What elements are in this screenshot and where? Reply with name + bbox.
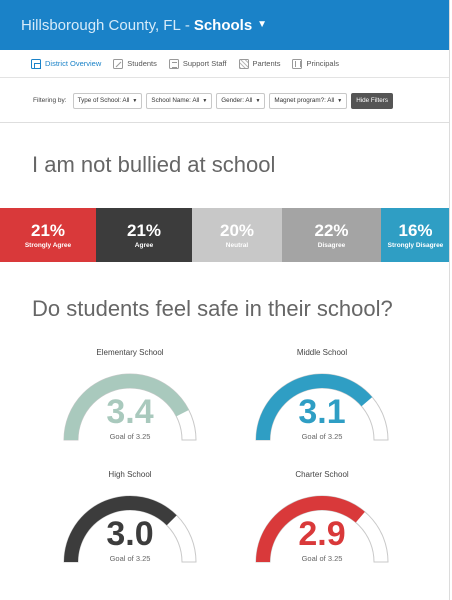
district-icon — [31, 59, 41, 69]
section-nav — [0, 50, 450, 78]
gauge-value: 3.4 — [106, 393, 154, 431]
gauge-charter — [242, 470, 402, 590]
segment-percent: 21% — [30, 221, 66, 240]
segment-percent: 22% — [314, 221, 349, 240]
filter-magnet-program[interactable] — [269, 93, 347, 109]
gauge-value: 3.0 — [106, 515, 154, 553]
filter-gender[interactable] — [216, 93, 265, 109]
gauge-value: 2.9 — [298, 515, 346, 553]
chevron-down-icon: ▼ — [255, 97, 261, 104]
segment-percent: 20% — [219, 221, 255, 240]
likert-segment — [96, 208, 192, 262]
segment-label: Strongly Disagree — [387, 242, 444, 249]
hide-filters-button[interactable]: Hide Filters — [351, 93, 393, 109]
gauge-goal: Goal of 3.25 — [301, 554, 343, 563]
nav-support-staff[interactable] — [169, 59, 227, 69]
nav-label: Partents — [252, 59, 281, 68]
gauge-middle — [242, 348, 402, 468]
nav-label: Support Staff — [182, 59, 227, 68]
department-selector[interactable]: Schools — [193, 16, 253, 34]
nav-principals[interactable] — [292, 59, 339, 69]
likert-segment — [0, 208, 96, 262]
likert-bar — [0, 208, 450, 262]
top-header — [0, 0, 450, 50]
staff-icon — [169, 59, 179, 69]
filter-value: School Name: All — [151, 97, 200, 104]
filter-school-name[interactable] — [146, 93, 212, 109]
segment-percent: 16% — [398, 221, 433, 240]
parents-icon — [239, 59, 249, 69]
principals-icon — [292, 59, 302, 69]
gauge-goal: Goal of 3.25 — [109, 554, 151, 563]
header-separator: - — [184, 16, 190, 34]
nav-district-overview[interactable] — [31, 59, 101, 69]
gauge-goal: Goal of 3.25 — [301, 432, 343, 441]
nav-parents[interactable] — [239, 59, 281, 69]
filter-value: Magnet program?: All — [274, 97, 335, 104]
likert-segment — [192, 208, 282, 262]
gauge-title: Middle School — [296, 348, 348, 357]
gauge-title: Elementary School — [96, 348, 164, 357]
segment-percent: 21% — [126, 221, 162, 240]
gauge-goal: Goal of 3.25 — [109, 432, 151, 441]
nav-label: District Overview — [45, 59, 102, 68]
gauge-title: Charter School — [295, 470, 349, 479]
gauge-title: High School — [108, 470, 152, 479]
likert-segment — [381, 208, 450, 262]
nav-label: Principals — [306, 59, 339, 68]
chevron-down-icon: ▼ — [337, 97, 343, 104]
bullied-title: I am not bullied at school — [32, 152, 276, 177]
gauge-elementary — [50, 348, 210, 468]
segment-label: Strongly Agree — [24, 242, 72, 249]
gauge-high — [50, 470, 210, 590]
safe-title: Do students feel safe in their school? — [32, 296, 393, 321]
segment-label: Agree — [134, 242, 154, 249]
filter-value: Gender: All — [221, 97, 253, 104]
nav-students[interactable] — [113, 59, 157, 69]
segment-label: Disagree — [317, 242, 346, 249]
filter-label: Filtering by: — [33, 97, 67, 104]
chevron-down-icon[interactable]: ▼ — [257, 18, 268, 30]
filter-type-of-school[interactable] — [73, 93, 143, 109]
nav-label: Students — [127, 59, 157, 68]
pencil-icon — [113, 59, 123, 69]
gauge-value: 3.1 — [298, 393, 346, 431]
county-name: Hillsborough County, FL — [21, 16, 181, 34]
chevron-down-icon: ▼ — [202, 97, 208, 104]
likert-segment — [282, 208, 381, 262]
chevron-down-icon: ▼ — [132, 97, 138, 104]
filter-value: Type of School: All — [77, 97, 130, 104]
segment-label: Neutral — [225, 242, 249, 249]
filter-bar — [0, 79, 450, 123]
